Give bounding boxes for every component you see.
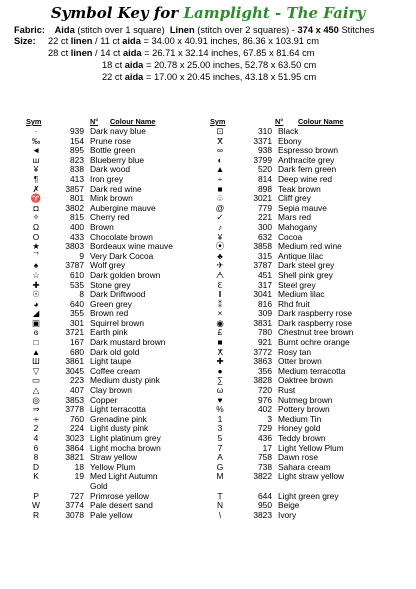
size-fabric-2: aida — [124, 72, 144, 82]
colour-name: Light straw yellow — [278, 471, 345, 482]
symbol-glyph: ÷ — [217, 173, 223, 184]
size-dims: = 17.00 x 20.45 inches, 43.18 x 51.95 cm — [145, 72, 317, 82]
symbol-glyph: ⵅ — [217, 346, 223, 357]
thread-number: 3863 — [253, 356, 272, 367]
symbol-glyph: A — [217, 452, 223, 463]
colour-row — [28, 386, 208, 396]
symbol-glyph: ✚ — [216, 356, 224, 367]
thread-number: 433 — [70, 231, 84, 242]
size-dims: = 34.00 x 40.91 inches, 86.36 x 103.91 cm — [143, 36, 319, 46]
symbol-glyph: ✚ — [32, 279, 40, 290]
colour-name: Otter brown — [278, 356, 322, 367]
fabric-linen: Linen — [169, 25, 195, 35]
symbol-glyph: ¥ — [33, 164, 39, 175]
colour-name: Dark fern green — [278, 164, 337, 175]
thread-number: 3778 — [65, 404, 84, 415]
right-colour-table — [212, 127, 412, 520]
thread-number: 3774 — [65, 500, 84, 511]
size-fabric: linen — [70, 48, 93, 58]
colour-row — [28, 213, 208, 223]
colour-name: Dark old gold — [90, 346, 140, 357]
colour-row — [212, 127, 412, 137]
colour-name: Chestnut tree brown — [278, 327, 354, 338]
thread-number: 356 — [258, 365, 272, 376]
symbol-glyph: ∞ — [217, 145, 223, 156]
thread-number: 310 — [258, 126, 272, 136]
header-colour-name: Colour Name — [110, 117, 156, 126]
colour-row — [212, 492, 412, 502]
symbol-glyph: ⦿ — [215, 241, 225, 252]
thread-number: 224 — [70, 423, 84, 434]
thread-number: 939 — [70, 126, 84, 136]
thread-number: 3853 — [65, 394, 84, 405]
colour-name: Stone grey — [90, 279, 131, 290]
thread-number: 355 — [70, 308, 84, 319]
symbol-glyph: ᗅ — [216, 269, 224, 280]
fabric-label: Fabric: — [14, 25, 45, 35]
thread-number: 3857 — [65, 183, 84, 194]
colour-name: Ebony — [278, 135, 302, 146]
colour-name: Coffee cream — [90, 365, 141, 376]
symbol-glyph: ‰ — [31, 135, 41, 146]
colour-name: Light dusty pink — [90, 423, 149, 434]
thread-number: 838 — [70, 164, 84, 175]
thread-number: 451 — [258, 269, 272, 280]
colour-name: Iron grey — [90, 173, 124, 184]
fabric-aida-desc: (stitch over 1 square) — [77, 25, 165, 35]
colour-name: Medium dusty pink — [90, 375, 160, 386]
thread-number: 315 — [258, 250, 272, 261]
thread-number: 3021 — [253, 193, 272, 204]
symbol-glyph: ш — [32, 154, 40, 165]
thread-number: 3078 — [65, 509, 84, 520]
symbol-glyph: ℇ — [217, 279, 223, 290]
thread-number: 3045 — [65, 365, 84, 376]
colour-name: Prune rose — [90, 135, 131, 146]
thread-number: 3041 — [253, 289, 272, 300]
symbol-glyph: ♧ — [216, 193, 224, 204]
symbol-glyph: ♈ — [30, 193, 42, 204]
thread-number: 823 — [70, 154, 84, 165]
colour-name: Dark Driftwood — [90, 289, 146, 300]
thread-number: 520 — [258, 164, 272, 175]
size-count: 28 ct — [48, 48, 69, 58]
thread-number: 407 — [70, 385, 84, 396]
thread-number: 3 — [267, 413, 272, 424]
colour-name: Sepia mauve — [278, 202, 327, 213]
colour-name: Medium lilac — [278, 289, 325, 300]
colour-name: Light platinum grey — [90, 433, 161, 443]
size-count: 22 ct — [48, 36, 69, 46]
thread-number: 3821 — [65, 452, 84, 463]
thread-number: 436 — [258, 433, 272, 443]
thread-number: 3772 — [253, 346, 272, 357]
thread-number: 760 — [70, 413, 84, 424]
symbol-glyph: ✈ — [216, 260, 224, 271]
symbol-glyph: \ — [218, 509, 222, 520]
thread-number: 3828 — [253, 375, 272, 386]
thread-number: 309 — [258, 308, 272, 319]
colour-name: Pale yellow — [90, 509, 133, 520]
thread-number: 221 — [258, 212, 272, 223]
size-fabric-2: aida — [124, 60, 144, 70]
symbol-glyph: ◎ — [32, 394, 40, 405]
colour-name: Black — [278, 126, 299, 136]
symbol-glyph: % — [216, 404, 224, 415]
symbol-glyph: × — [217, 308, 223, 319]
thread-number: 680 — [70, 346, 84, 357]
thread-number: 3023 — [65, 433, 84, 443]
symbol-glyph: 6 — [33, 442, 39, 453]
symbol-glyph: ✓ — [216, 212, 224, 223]
colour-name: Dark raspberry rose — [278, 317, 353, 328]
colour-name: Dark golden brown — [90, 269, 161, 280]
thread-number: 720 — [258, 385, 272, 396]
colour-name: Dark red wine — [90, 183, 142, 194]
thread-number: 758 — [258, 452, 272, 463]
thread-number: 3371 — [253, 135, 272, 146]
thread-number: 154 — [70, 135, 84, 146]
thread-number: 9 — [79, 250, 84, 261]
stitch-count: 374 x 450 — [297, 25, 339, 35]
colour-row — [212, 338, 412, 348]
colour-name: Steel grey — [278, 279, 316, 290]
header-sym: Sym — [210, 117, 226, 126]
symbol-glyph: ★ — [32, 241, 40, 252]
colour-name: Light terracotta — [90, 404, 146, 415]
symbol-glyph: ✗ — [32, 183, 40, 194]
colour-name: Burnt ochre orange — [278, 337, 350, 348]
page-title — [0, 4, 416, 22]
colour-row — [212, 223, 412, 233]
colour-name: Gold — [90, 480, 108, 491]
symbol-glyph: ◄ — [31, 145, 41, 156]
colour-name: Pottery brown — [278, 404, 330, 415]
thread-number: 18 — [74, 461, 84, 472]
symbol-glyph: ☆ — [32, 269, 40, 280]
thread-number: 3787 — [65, 260, 84, 271]
title-prefix: Symbol Key for — [50, 4, 179, 22]
thread-number: 167 — [70, 337, 84, 348]
thread-number: 816 — [258, 298, 272, 309]
thread-number: 895 — [70, 145, 84, 156]
colour-name: Dark navy blue — [90, 126, 146, 136]
thread-number: 3802 — [65, 202, 84, 213]
colour-name: Chocolate brown — [90, 231, 153, 242]
colour-name: Wolf grey — [90, 260, 126, 271]
thread-number: 3721 — [65, 327, 84, 338]
symbol-glyph: ◘ — [33, 202, 39, 213]
size-count-2: 18 ct — [102, 60, 123, 70]
colour-name: Cliff grey — [278, 193, 311, 204]
thread-number: 535 — [70, 279, 84, 290]
thread-number: 301 — [70, 317, 84, 328]
size-dims: = 26.71 x 32.14 inches, 67.85 x 81.64 cm — [144, 48, 315, 58]
symbol-glyph: ¥ — [217, 231, 223, 242]
colour-name: Yellow Plum — [90, 461, 136, 472]
colour-name: Brown red — [90, 308, 129, 319]
size-row — [48, 36, 319, 46]
colour-name: Light Yellow Plum — [278, 442, 344, 453]
colour-name: Aubergine mauve — [90, 202, 156, 213]
colour-name: Grenadine pink — [90, 413, 147, 424]
thread-number: 413 — [70, 173, 84, 184]
colour-name: Med Light Autumn — [90, 471, 158, 482]
fabric-line — [14, 24, 375, 36]
symbol-glyph: T — [217, 490, 223, 501]
symbol-glyph: ▲ — [215, 164, 225, 175]
symbol-glyph: ▽ — [32, 365, 40, 376]
colour-name: Sahara cream — [278, 461, 331, 472]
thread-number: 3822 — [253, 471, 272, 482]
colour-name: Beige — [278, 500, 300, 511]
size-row — [102, 60, 316, 70]
symbol-glyph: ● — [217, 365, 223, 376]
fabric-aida: Aida — [54, 25, 75, 35]
symbol-glyph: ■ — [217, 183, 223, 194]
symbol-glyph: K — [33, 471, 39, 482]
symbol-glyph: ‖ — [218, 289, 222, 300]
symbol-glyph: ☉ — [32, 289, 40, 300]
thread-number: 727 — [70, 490, 84, 501]
thread-number: 3861 — [65, 356, 84, 367]
symbol-glyph: Ω — [32, 221, 40, 232]
symbol-glyph: ♥ — [217, 394, 223, 405]
symbol-glyph: 5 — [217, 433, 223, 443]
colour-name: Shell pink grey — [278, 269, 333, 280]
thread-number: 223 — [70, 375, 84, 386]
stitch-word: Stitches — [341, 25, 375, 35]
symbol-glyph: ɞ — [33, 327, 39, 338]
symbol-glyph: △ — [32, 385, 40, 396]
thread-number: 3823 — [253, 509, 272, 520]
colour-name: Nutmeg brown — [278, 394, 333, 405]
header-number: N° — [275, 117, 284, 126]
symbol-glyph: 8 — [33, 452, 39, 463]
colour-name: Mars red — [278, 212, 312, 223]
colour-row — [212, 501, 412, 511]
colour-name: Mahogany — [278, 221, 318, 232]
colour-name: Rosy tan — [278, 346, 312, 357]
thread-number: 3864 — [65, 442, 84, 453]
thread-number: 815 — [70, 212, 84, 223]
symbol-glyph: ¶ — [33, 173, 39, 184]
colour-name: Dark wood — [90, 164, 131, 175]
symbol-glyph: ∻ — [32, 413, 40, 424]
header-sym: Sym — [26, 117, 42, 126]
thread-number: 3787 — [253, 260, 272, 271]
symbol-glyph: ⊡ — [216, 126, 224, 136]
symbol-glyph: ∑ — [217, 375, 223, 386]
colour-row — [212, 290, 412, 300]
symbol-glyph: ᄀ — [31, 250, 41, 261]
colour-name: Teddy brown — [278, 433, 326, 443]
symbol-glyph: D — [32, 461, 40, 472]
thread-number: 3799 — [253, 154, 272, 165]
size-count-2: / 11 ct — [95, 36, 120, 46]
thread-number: 780 — [258, 327, 272, 338]
thread-number: 3803 — [65, 241, 84, 252]
symbol-glyph: ◉ — [216, 317, 224, 328]
symbol-glyph: ✧ — [32, 212, 40, 223]
colour-name: Dark raspberry rose — [278, 308, 353, 319]
thread-number: 17 — [262, 442, 272, 453]
thread-number: 921 — [258, 337, 272, 348]
symbol-glyph: ⇒ — [32, 404, 40, 415]
colour-row — [212, 472, 412, 482]
thread-number: 738 — [258, 461, 272, 472]
colour-name: Straw yellow — [90, 452, 138, 463]
colour-name: Ivory — [278, 509, 297, 520]
size-fabric-2: aida — [122, 48, 142, 58]
symbol-glyph: W — [32, 500, 40, 511]
thread-number: 19 — [74, 471, 84, 482]
thread-number: 632 — [258, 231, 272, 242]
colour-name: Medium red wine — [278, 241, 342, 252]
symbol-glyph: ◢ — [32, 308, 40, 319]
colour-name: Deep wine red — [278, 173, 333, 184]
colour-name: Dark mustard brown — [90, 337, 166, 348]
thread-number: 898 — [258, 183, 272, 194]
thread-number: 729 — [258, 423, 272, 434]
colour-row — [28, 511, 208, 521]
symbol-glyph: ω — [216, 385, 224, 396]
colour-name: Bordeaux wine mauve — [90, 241, 173, 252]
size-count-2: / 14 ct — [95, 48, 121, 58]
size-dims: = 20.78 x 25.00 inches, 52.78 x 63.50 cm — [145, 60, 317, 70]
symbol-glyph: 4 — [33, 433, 39, 443]
colour-name: Clay brown — [90, 385, 132, 396]
colour-name: Very Dark Cocoa — [90, 250, 154, 261]
symbol-glyph: ▲ — [31, 346, 41, 357]
symbol-glyph: ♠ — [33, 260, 39, 271]
colour-name: Cherry red — [90, 212, 130, 223]
colour-name: Cocoa — [278, 231, 303, 242]
colour-name: Light taupe — [90, 356, 132, 367]
thread-number: 610 — [70, 269, 84, 280]
symbol-glyph: G — [216, 461, 224, 472]
symbol-glyph: N — [216, 500, 224, 511]
colour-name: Earth pink — [90, 327, 128, 338]
thread-number: 3858 — [253, 241, 272, 252]
symbol-glyph: ♪ — [217, 221, 223, 232]
colour-row — [212, 511, 412, 521]
size-fabric-2: aida — [122, 36, 141, 46]
left-colour-table — [28, 127, 208, 520]
header-colour-name: Colour Name — [298, 117, 344, 126]
symbol-glyph: P — [33, 490, 39, 501]
colour-name: Green grey — [90, 298, 132, 309]
size-fabric: linen — [70, 36, 93, 46]
thread-number: 976 — [258, 394, 272, 405]
symbol-glyph: ◕ — [33, 298, 39, 309]
fabric-linen-desc: (stitch over 2 squares) - — [197, 25, 295, 35]
colour-row — [212, 204, 412, 214]
thread-number: 779 — [258, 202, 272, 213]
symbol-glyph: R — [32, 509, 40, 520]
symbol-glyph: ⴳ — [217, 135, 223, 146]
symbol-glyph: 1 — [217, 413, 223, 424]
colour-name: Mink brown — [90, 193, 133, 204]
thread-number: 3831 — [253, 317, 272, 328]
colour-row — [28, 472, 208, 482]
colour-name: Blueberry blue — [90, 154, 145, 165]
symbol-glyph: ■ — [217, 337, 223, 348]
colour-name: Espresso brown — [278, 145, 339, 156]
colour-name: Teak brown — [278, 183, 321, 194]
colour-name: Light mocha brown — [90, 442, 161, 453]
thread-number: 814 — [258, 173, 272, 184]
colour-row — [212, 376, 412, 386]
colour-row — [212, 185, 412, 195]
symbol-glyph: Ο — [32, 231, 40, 242]
colour-name: Antique lilac — [278, 250, 324, 261]
symbol-glyph: ⁑ — [217, 298, 223, 309]
colour-name: Rust — [278, 385, 296, 396]
symbol-glyph: 7 — [217, 442, 223, 453]
symbol-glyph: 3 — [217, 423, 223, 434]
thread-number: 644 — [258, 490, 272, 501]
title-pattern-name: Lamplight - The Fairy — [183, 4, 366, 22]
header-number: N° — [90, 117, 99, 126]
colour-name: Pale desert sand — [90, 500, 153, 511]
size-count-2: 22 ct — [102, 72, 123, 82]
colour-name: Dawn rose — [278, 452, 319, 463]
symbol-glyph: ♣ — [217, 250, 223, 261]
colour-name: Honey gold — [278, 423, 321, 434]
colour-name: Bottle green — [90, 145, 136, 156]
colour-name: Oaktree brown — [278, 375, 333, 386]
thread-number: 300 — [258, 221, 272, 232]
size-label: Size: — [14, 36, 36, 46]
thread-number: 801 — [70, 193, 84, 204]
symbol-glyph: ◐ — [217, 154, 223, 165]
symbol-glyph: Ш — [32, 356, 40, 367]
size-row — [48, 48, 314, 58]
thread-number: 640 — [70, 298, 84, 309]
symbol-glyph: £ — [217, 327, 223, 338]
symbol-glyph: @ — [215, 202, 225, 213]
colour-name: Brown — [90, 221, 114, 232]
colour-name: Copper — [90, 394, 118, 405]
symbol-glyph: 2 — [33, 423, 39, 434]
symbol-glyph: ▣ — [32, 317, 40, 328]
thread-number: 950 — [258, 500, 272, 511]
colour-name: Primrose yellow — [90, 490, 150, 501]
colour-name: Anthracite grey — [278, 154, 335, 165]
thread-number: 938 — [258, 145, 272, 156]
symbol-glyph: □ — [33, 337, 39, 348]
symbol-glyph: M — [216, 471, 224, 482]
symbol-glyph: ▭ — [32, 375, 40, 386]
thread-number: 402 — [258, 404, 272, 415]
symbol-glyph: · — [34, 126, 38, 136]
colour-name: Medium Tin — [278, 413, 322, 424]
colour-name: Dark steel grey — [278, 260, 335, 271]
colour-name: Medium terracotta — [278, 365, 346, 376]
thread-number: 8 — [79, 289, 84, 300]
size-row — [102, 72, 316, 82]
colour-name: Light green grey — [278, 490, 339, 501]
thread-number: 317 — [258, 279, 272, 290]
thread-number: 400 — [70, 221, 84, 232]
colour-name: Rhd fruit — [278, 298, 310, 309]
colour-name: Squirrel brown — [90, 317, 144, 328]
